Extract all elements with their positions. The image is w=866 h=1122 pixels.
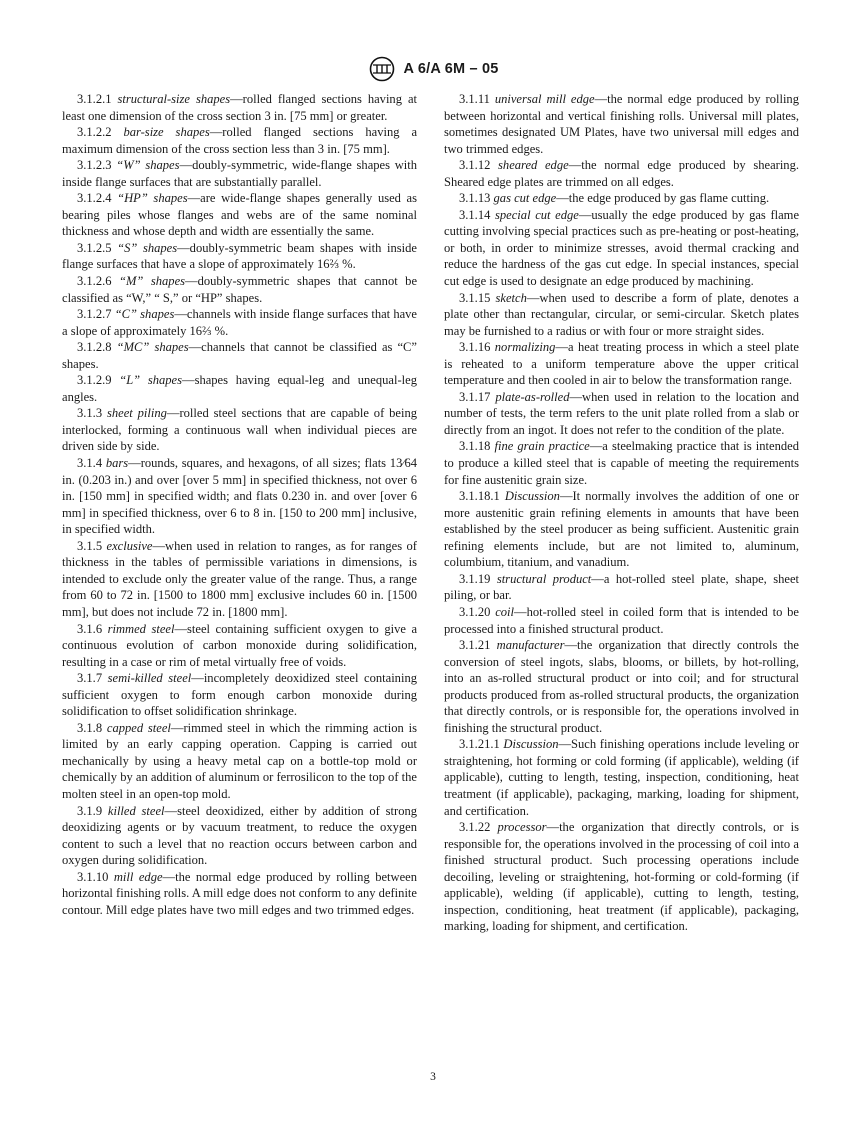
- definition-paragraph: [444, 207, 799, 290]
- section-number: 3.1.6: [77, 621, 103, 636]
- definition-text: —channels with inside flange surfaces that have a slope of approximately 16⅔ %.: [62, 307, 417, 338]
- definition-paragraph: [444, 819, 799, 935]
- definition-text: —doubly-symmetric beam shapes with inside flange surfaces that have a slope of approximately 16⅔ %.: [62, 240, 417, 272]
- definition-paragraph: [62, 621, 417, 671]
- defined-term: bars: [105, 456, 129, 471]
- definition-text: —Such finishing operations include leveling or straightening, hot forming or cold forming (if applicable), welding (if applicable), cutting to length, testing, inspection, conditioning, heat treatment (if applicable), packaging, marking, loading for shipment, and certification.: [444, 737, 799, 818]
- section-number: 3.1.9: [77, 803, 103, 818]
- section-number: 3.1.11: [459, 92, 490, 106]
- defined-term: Discussion: [503, 737, 559, 752]
- defined-term: normalizing: [494, 340, 556, 355]
- right-column: [444, 91, 799, 935]
- definition-text: —when used in relation to ranges, as for ranges of thickness in the tables of permissible variations in dimensions, is intended to exclude only the greater value of the range. Thus, a range from 60 to 72 in. [1500 to 1800 mm] exclusive includes 60 in. [1500 mm], but does not include 72 in. [1800 mm].: [62, 538, 417, 619]
- defined-term: sketch: [495, 290, 527, 305]
- definition-paragraph: [62, 157, 417, 190]
- section-number: 3.1.3: [77, 406, 103, 421]
- definition-text: —a hot-rolled steel plate, shape, sheet piling, or bar.: [444, 571, 799, 603]
- defined-term: mill edge: [113, 869, 163, 884]
- defined-term: structural product: [496, 571, 592, 586]
- section-number: 3.1.18.1: [459, 489, 500, 504]
- definition-paragraph: [62, 273, 417, 306]
- section-number: 3.1.2.5: [77, 240, 112, 255]
- defined-term: exclusive: [106, 538, 153, 553]
- definition-paragraph: [444, 571, 799, 604]
- section-number: 3.1.14: [459, 207, 491, 222]
- definition-text: —a heat treating process in which a steel plate is reheated to a uniform temperature above the upper critical temperature and then cooled in air to below the transformation range.: [444, 340, 799, 388]
- defined-term: universal mill edge: [494, 92, 595, 106]
- defined-term: “L” shapes: [119, 373, 183, 388]
- section-number: 3.1.7: [77, 671, 103, 686]
- definition-text: —doubly-symmetric shapes that cannot be classified as “W,” “ S,” or “HP” shapes.: [62, 274, 418, 305]
- page-header: [0, 56, 866, 82]
- defined-term: semi-killed steel: [107, 671, 192, 686]
- definition-paragraph: [62, 670, 417, 720]
- defined-term: “S” shapes: [117, 240, 178, 255]
- definition-text: —are wide-flange shapes generally used as bearing piles whose flanges and webs are of the same nominal thickness and whose depth and width are essentially the same.: [62, 191, 418, 239]
- section-number: 3.1.2.8: [77, 340, 112, 355]
- section-number: 3.1.15: [459, 290, 491, 305]
- definition-text: —steel containing sufficient oxygen to give a continuous evolution of carbon monoxide during solidification, resulting in a case or rim of metal virtually free of voids.: [62, 621, 418, 669]
- definition-text: —the organization that directly controls the conversion of steel ingots, slabs, blooms, or billets, by hot-rolling, into an as-rolled structural product or into coil; and for structural products produced from as-rolled structural products, the organization that directly controls, or is responsible for, the operations involved in finishing the structural product.: [444, 638, 799, 735]
- definition-text: —channels that cannot be classified as “C” shapes.: [62, 340, 417, 371]
- defined-term: plate-as-rolled: [495, 389, 570, 404]
- section-number: 3.1.5: [77, 538, 103, 553]
- designation: A 6/A 6M – 05: [403, 61, 499, 77]
- defined-term: processor: [497, 820, 547, 835]
- definition-text: —a steelmaking practice that is intended to produce a killed steel that is capable of meeting the requirements for fine austenitic grain size.: [444, 439, 799, 487]
- definition-paragraph: [62, 405, 417, 455]
- defined-term: fine grain practice: [494, 439, 590, 454]
- definition-text: —when used in relation to the location and number of tests, the term refers to the unit plate rolled from a slab or directly from an ingot. It does not refer to the condition of the plate.: [444, 389, 799, 437]
- definition-text: —It normally involves the addition of one or more austenitic grain refining elements in amounts that have been established by the steel producer as being sufficient. Austenitic grain refining elements include, but are not limited to, aluminum, columbium, titanium, and vanadium.: [444, 489, 800, 570]
- definition-text: —when used to describe a form of plate, denotes a plate other than rectangular, circular, or semi-circular. Sketch plates may be furnished to a radius or with four or more straight sides.: [444, 290, 800, 338]
- defined-term: rimmed steel: [107, 621, 175, 636]
- definition-paragraph: [444, 91, 799, 157]
- definition-paragraph: [444, 339, 799, 389]
- definition-text: —steel deoxidized, either by addition of strong deoxidizing agents or by vacuum treatment, to reduce the oxygen content to such a level that no reaction occurs between carbon and oxygen during solidification.: [62, 803, 418, 868]
- definition-text: —shapes having equal-leg and unequal-leg angles.: [62, 373, 417, 404]
- defined-term: sheet piling: [106, 406, 167, 421]
- definition-paragraph: [444, 389, 799, 439]
- defined-term: killed steel: [107, 803, 165, 818]
- definition-paragraph: [444, 604, 799, 637]
- section-number: 3.1.2.4: [77, 191, 112, 206]
- definition-paragraph: [444, 736, 799, 819]
- definition-text: —rolled flanged sections having at least one dimension of the cross section 3 in. [75 mm] or greater.: [62, 92, 417, 123]
- definition-text: —hot-rolled steel in coiled form that is intended to be processed into a finished structural product.: [444, 604, 800, 636]
- section-number: 3.1.2.3: [77, 158, 112, 173]
- definition-text: —rolled steel sections that are capable of being interlocked, forming a continuous wall when individual pieces are driven side by side.: [62, 406, 417, 454]
- defined-term: sheared edge: [498, 158, 569, 173]
- definition-paragraph: [62, 869, 417, 919]
- defined-term: Discussion: [504, 489, 560, 504]
- section-number: 3.1.17: [459, 389, 491, 404]
- section-number: 3.1.19: [459, 571, 491, 586]
- definition-text: —rimmed steel in which the rimming action is limited by an early capping operation. Capping is carried out mechanically by using a heavy metal cap on a bottle-top mold or chemically by an addition of aluminum or ferrosilicon to the top of the molten steel in an open-top mold.: [62, 720, 417, 801]
- definition-paragraph: [444, 190, 799, 207]
- section-number: 3.1.12: [459, 158, 491, 173]
- definition-paragraph: [62, 124, 417, 157]
- defined-term: “MC” shapes: [116, 340, 189, 355]
- section-number: 3.1.2.7: [77, 307, 112, 322]
- page-number: 3: [430, 1071, 436, 1083]
- defined-term: bar-size shapes: [123, 125, 210, 140]
- definition-paragraph: [62, 372, 417, 405]
- definition-paragraph: [62, 803, 417, 869]
- section-number: 3.1.16: [459, 340, 491, 355]
- section-number: 3.1.22: [459, 820, 491, 835]
- definition-paragraph: [62, 306, 417, 339]
- definition-text: —doubly-symmetric, wide-flange shapes with inside flange surfaces that are substantially parallel.: [62, 158, 418, 189]
- defined-term: special cut edge: [495, 207, 579, 222]
- section-number: 3.1.2.2: [77, 125, 112, 140]
- definition-text: —rounds, squares, and hexagons, of all sizes; flats 13⁄64 in. (0.203 in.) and over [over 5 mm] in specified thickness, not over 6 in. [150 mm] in specified width; and flats 0.230 in. and over [over 6 mm] in specified thickness, over 6 to 8 in. [150 to 200 mm] inclusive, in specified width.: [62, 456, 417, 537]
- definition-text: —the normal edge produced by shearing. Sheared edge plates are trimmed on all edges.: [444, 158, 799, 189]
- defined-term: “W” shapes: [116, 158, 180, 173]
- section-number: 3.1.2.6: [77, 274, 112, 289]
- definition-paragraph: [62, 455, 417, 538]
- definition-text: —the normal edge produced by rolling between horizontal finishing rolls. A mill edge does not conform to any definite contour. Mill edge plates have two mill edges and two trimmed edges.: [62, 869, 417, 917]
- definition-paragraph: [444, 488, 799, 571]
- section-number: 3.1.20: [459, 604, 491, 619]
- definition-paragraph: [62, 339, 417, 372]
- section-number: 3.1.21: [459, 638, 491, 653]
- defined-term: gas cut edge: [493, 191, 557, 206]
- definition-text: —rolled flanged sections having a maximum dimension of the cross section less than 3 in. [75 mm].: [62, 125, 418, 156]
- defined-term: structural-size shapes: [117, 92, 231, 106]
- defined-term: manufacturer: [496, 638, 565, 653]
- definition-paragraph: [62, 190, 417, 240]
- section-number: 3.1.21.1: [459, 737, 500, 752]
- definition-text: —incompletely deoxidized steel containing sufficient oxygen to form enough carbon monoxide during solidification to offset solidification shrinkage.: [62, 671, 417, 719]
- defined-term: “HP” shapes: [117, 191, 188, 206]
- definition-text: —usually the edge produced by gas flame cutting involving special practices such as pre-heating or post-heating, or both, in order to minimize stresses, avoid thermal cracking and reduce the hardness of the gas cut edge. In special instances, special cut edge is used to designate an edge produced by machining.: [444, 207, 800, 289]
- defined-term: “M” shapes: [119, 274, 186, 289]
- section-number: 3.1.2.9: [77, 373, 112, 388]
- definition-paragraph: [62, 720, 417, 803]
- section-number: 3.1.10: [77, 869, 109, 884]
- astm-logo-icon: [367, 56, 397, 82]
- section-number: 3.1.8: [77, 720, 103, 735]
- defined-term: “C” shapes: [114, 307, 175, 322]
- definition-paragraph: [444, 157, 799, 190]
- defined-term: capped steel: [106, 720, 171, 735]
- definition-paragraph: [444, 637, 799, 736]
- left-column: [62, 91, 417, 918]
- definition-paragraph: [62, 240, 417, 273]
- definition-text: —the edge produced by gas flame cutting.: [556, 191, 770, 206]
- definition-text: —the normal edge produced by rolling between horizontal and vertical finishing rolls. Universal mill plates, sometimes designated UM Plates, have two universal mill edges and two trimmed edges.: [444, 92, 799, 156]
- section-number: 3.1.2.1: [77, 92, 112, 106]
- definition-paragraph: [62, 538, 417, 621]
- definition-paragraph: [444, 438, 799, 488]
- definition-paragraph: [444, 290, 799, 340]
- definition-paragraph: [62, 91, 417, 124]
- definition-text: —the organization that directly controls, or is responsible for, the operations involved in the processing of coil into a finished structural product. Such processing operations include decoiling, leveling or straightening, hot-forming or cold-forming (if applicable), welding (if applicable), cutting to length, testing, inspection, conditioning, heat treatment (if applicable), packaging, marking, loading for shipment, and certification.: [444, 820, 799, 934]
- section-number: 3.1.4: [77, 456, 103, 471]
- defined-term: coil: [495, 604, 515, 619]
- section-number: 3.1.18: [459, 439, 491, 454]
- section-number: 3.1.13: [459, 191, 491, 206]
